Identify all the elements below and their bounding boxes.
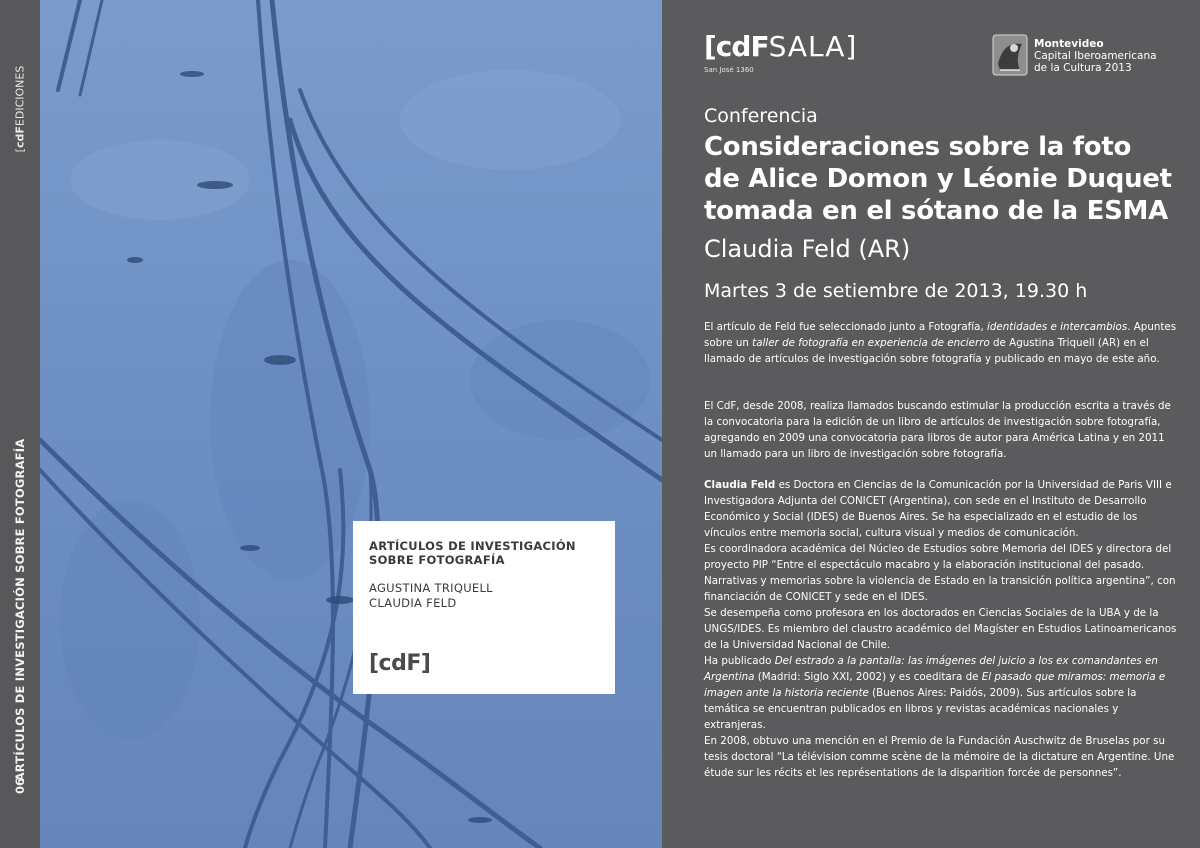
italic-title: taller de fotografía en experiencia de encierro <box>752 337 990 349</box>
event-type: Conferencia <box>704 105 818 127</box>
book-title: ARTÍCULOS DE INVESTIGACIÓN SOBRE FOTOGRAFÍA <box>369 539 576 567</box>
cdf-sala-logo <box>704 32 857 74</box>
cover-photo <box>40 0 662 848</box>
cdf-logo: [cdF] <box>369 651 431 676</box>
page-number: 06 <box>13 777 27 795</box>
spine-title: ARTÍCULOS DE INVESTIGACIÓN SOBRE FOTOGRAFÍA <box>13 438 27 782</box>
paragraph-selection: El artículo de Feld fue seleccionado junto a Fotografía, identidades e intercambios. Apuntes sobre un taller de fotografía en experiencia de encierro de Agustina Triquell (AR) en el llamado de artículos de investigación sobre fotografía y publicado en mayo de este año. <box>704 321 1177 365</box>
author-name: CLAUDIA FELD <box>369 596 457 610</box>
montevideo-emblem-icon <box>992 34 1028 76</box>
sala-logo-mark: [cdF <box>704 30 769 63</box>
event-datetime: Martes 3 de setiembre de 2013, 19.30 h <box>704 280 1088 302</box>
mvd-line: de la Cultura 2013 <box>1034 62 1132 74</box>
italic-title: identidades e intercambios <box>987 321 1128 333</box>
spine-logo: [cdFEDICIONES <box>13 65 27 153</box>
event-panel <box>662 0 1200 848</box>
italic-title: Del estrado a la pantalla: las imágenes del juicio a los ex comandantes en Argentina <box>704 655 1158 683</box>
bio-sentence: En 2008, obtuvo una mención en el Premio de la Fundación Auschwitz de Bruselas por su tesis doctoral “La télévision comme scène de la mémoire de la dictature en Argentine. Une étude sur les récits et les représentations de la disparition forcée de personnes”. <box>704 735 1175 779</box>
event-title <box>704 131 1174 227</box>
bio-name: Claudia Feld <box>704 479 776 491</box>
bio-sentence: Es coordinadora académica del Núcleo de Estudios sobre Memoria del IDES y directora del proyecto PIP “Entre el espectáculo macabro y la elaboración institucional del pasado. Narrativas y memorias sobre la violencia de Estado en la transición política argentina”, con financiación de CONICET y sede en el IDES. <box>704 543 1176 603</box>
sala-address: San José 1360 <box>704 66 754 74</box>
paragraph-cdf: El CdF, desde 2008, realiza llamados buscando estimular la producción escrita a través de la convocatoria para la edición de un libro de artículos de investigación sobre fotografía, agregando en 2009 una convocatoria para libros de autor para América Latina y en 2011 un llamado para un libro de investigación sobre fotografía. <box>704 400 1171 460</box>
mvd-city: Montevideo <box>1034 38 1104 50</box>
sala-logo-text: SALA] <box>768 30 858 63</box>
spine-logo-suffix: EDICIONES <box>13 65 27 127</box>
bio-sentence: Se desempeña como profesora en los doctorados en Ciencias Sociales de la UBA y de la UNGS/IDES. Es miembro del claustro académico del Magíster en Estudios Latinoamericanos de la Universidad Nacional de Chile. <box>704 607 1177 651</box>
event-title-line: tomada en el sótano de la ESMA <box>704 196 1168 226</box>
event-title-line: Consideraciones sobre la foto <box>704 132 1132 162</box>
book-spine <box>0 0 40 848</box>
italic-title: El pasado que miramos: memoria e imagen ante la historia reciente <box>704 671 1166 699</box>
event-title-line: de Alice Domon y Léonie Duquet <box>704 164 1172 194</box>
mvd-line: Capital Iberoamericana <box>1034 50 1157 62</box>
railway-tracks-image <box>40 0 662 848</box>
author-name: AGUSTINA TRIQUELL <box>369 581 493 595</box>
montevideo-capital-logo <box>992 34 1192 78</box>
paragraph-bio: Claudia Feld es Doctora en Ciencias de la Comunicación por la Universidad de Paris VIII e Investigadora Adjunta del CONICET (Argentina), con sede en el Instituto de Desarrollo Económico y Social (IDES) de Buenos Aires. Se ha especializado en el estudio de los vínculos entre memoria social, cultura visual y medios de comunicación. Es coordinadora académica del Núcleo de Estudios sobre Memoria del IDES y directora del proyecto PIP “Entre el espectáculo macabro y la elaboración institucional del pasado. Narrativas y memorias sobre la violencia de Estado en la transición política argentina”, con financiación de CONICET y sede en el IDES. Se desempeña como profesora en los doctorados en Ciencias Sociales de la UBA y de la UNGS/IDES. Es miembro del claustro académico del Magíster en Estudios Latinoamericanos de la Universidad Nacional de Chile. Ha publicado Del estrado a la pantalla: las imágenes del juicio a los ex comandantes en Argentina (Madrid: Siglo XXI, 2002) y es coeditara de El pasado que miramos: memoria e imagen ante la historia reciente (Buenos Aires: Paidós, 2009). Sus artículos sobre la temática se encuentran publicados en libros y revistas académicas nacionales y extranjeras. En 2008, obtuvo una mención en el Premio de la Fundación Auschwitz de Bruselas por su tesis doctoral “La télévision comme scène de la mémoire de la dictature en Argentine. Une étude sur les récits et les représentations de la disparition forcée de personnes”. <box>704 477 1179 781</box>
event-speaker: Claudia Feld (AR) <box>704 235 911 263</box>
spine-logo-mark: cdF <box>13 126 27 149</box>
book-cover-label <box>353 521 615 694</box>
